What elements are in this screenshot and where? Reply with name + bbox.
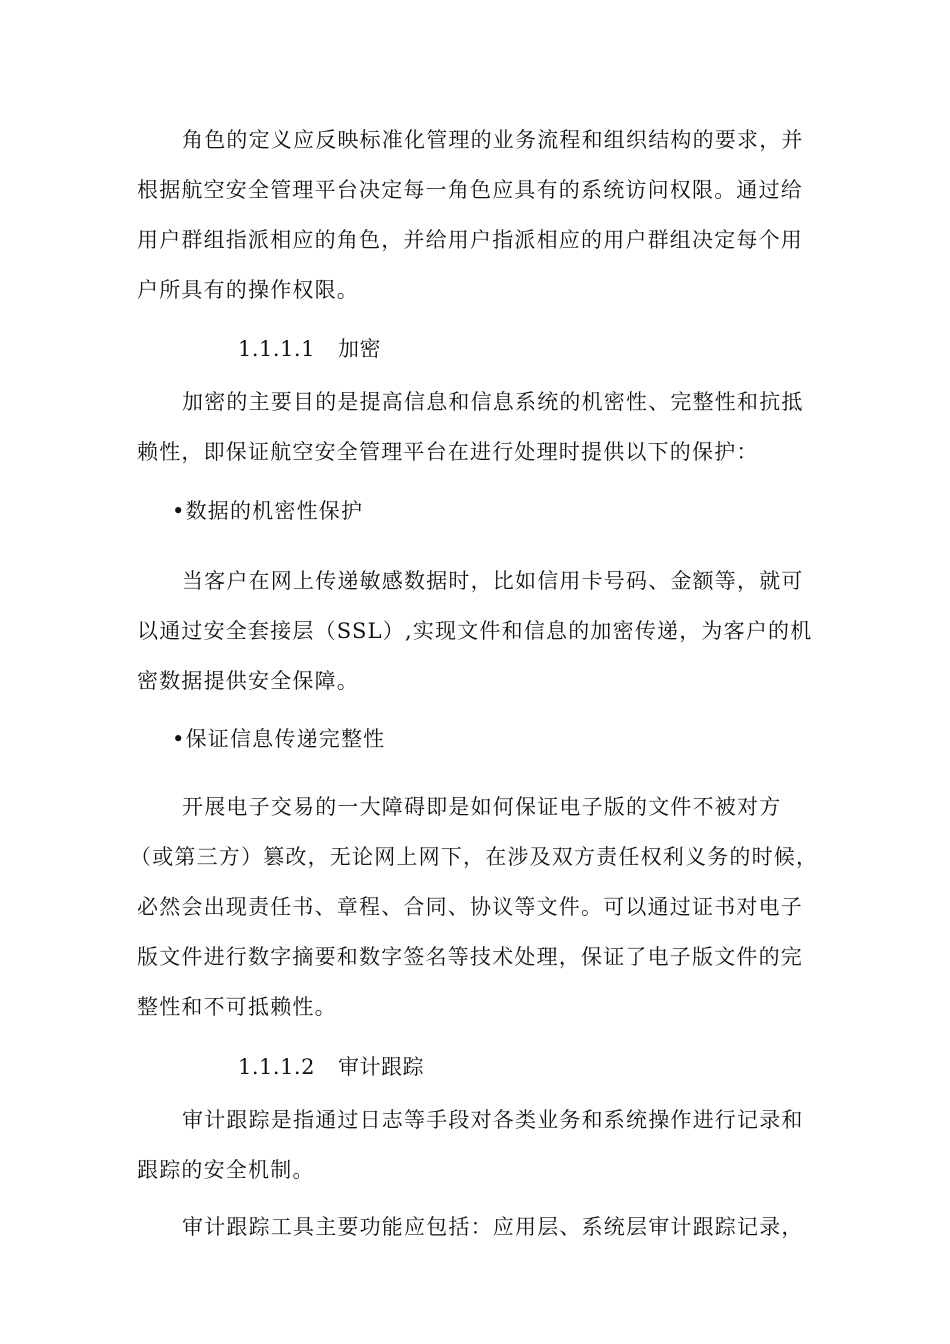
section-number: 1.1.1.1 [238, 337, 315, 361]
text-line: 整性和不可抵赖性。 [137, 995, 337, 1019]
text-line: 必然会出现责任书、章程、合同、协议等文件。可以通过证书对电子 [137, 895, 803, 919]
text-line: 户所具有的操作权限。 [137, 278, 359, 302]
text-line: 跟踪的安全机制。 [137, 1158, 315, 1182]
text-line: 版文件进行数字摘要和数字签名等技术处理，保证了电子版文件的完 [137, 945, 803, 969]
bullet-item: •保证信息传递完整性 [172, 727, 386, 751]
text-line: 角色的定义应反映标准化管理的业务流程和组织结构的要求，并 [182, 128, 804, 152]
text-line: 开展电子交易的一大障碍即是如何保证电子版的文件不被对方 [182, 795, 782, 819]
text-line: 审计跟踪工具主要功能应包括：应用层、系统层审计跟踪记录， [182, 1215, 804, 1239]
text-line: （或第三方）篡改，无论网上网下，在涉及双方责任权利义务的时候， [130, 845, 819, 869]
section-number: 1.1.1.2 [238, 1055, 315, 1079]
section-heading-audit [238, 1053, 928, 1081]
text-line: 以通过安全套接层（SSL）,实现文件和信息的加密传递，为客户的机 [137, 619, 813, 643]
text-line: 密数据提供安全保障。 [137, 669, 359, 693]
section-title: 审计跟踪 [338, 1055, 424, 1079]
bullet-item: •数据的机密性保护 [172, 499, 364, 523]
text-line: 审计跟踪是指通过日志等手段对各类业务和系统操作进行记录和 [182, 1108, 804, 1132]
text-line: 当客户在网上传递敏感数据时，比如信用卡号码、金额等，就可 [182, 569, 804, 593]
text-line: 加密的主要目的是提高信息和信息系统的机密性、完整性和抗抵 [182, 390, 804, 414]
text-line: 赖性，即保证航空安全管理平台在进行处理时提供以下的保护： [137, 440, 759, 464]
text-line: 根据航空安全管理平台决定每一角色应具有的系统访问权限。通过给 [137, 178, 803, 202]
section-heading-encryption [238, 335, 928, 363]
section-title: 加密 [338, 337, 381, 361]
text-line: 用户群组指派相应的角色，并给用户指派相应的用户群组决定每个用 [137, 228, 803, 252]
